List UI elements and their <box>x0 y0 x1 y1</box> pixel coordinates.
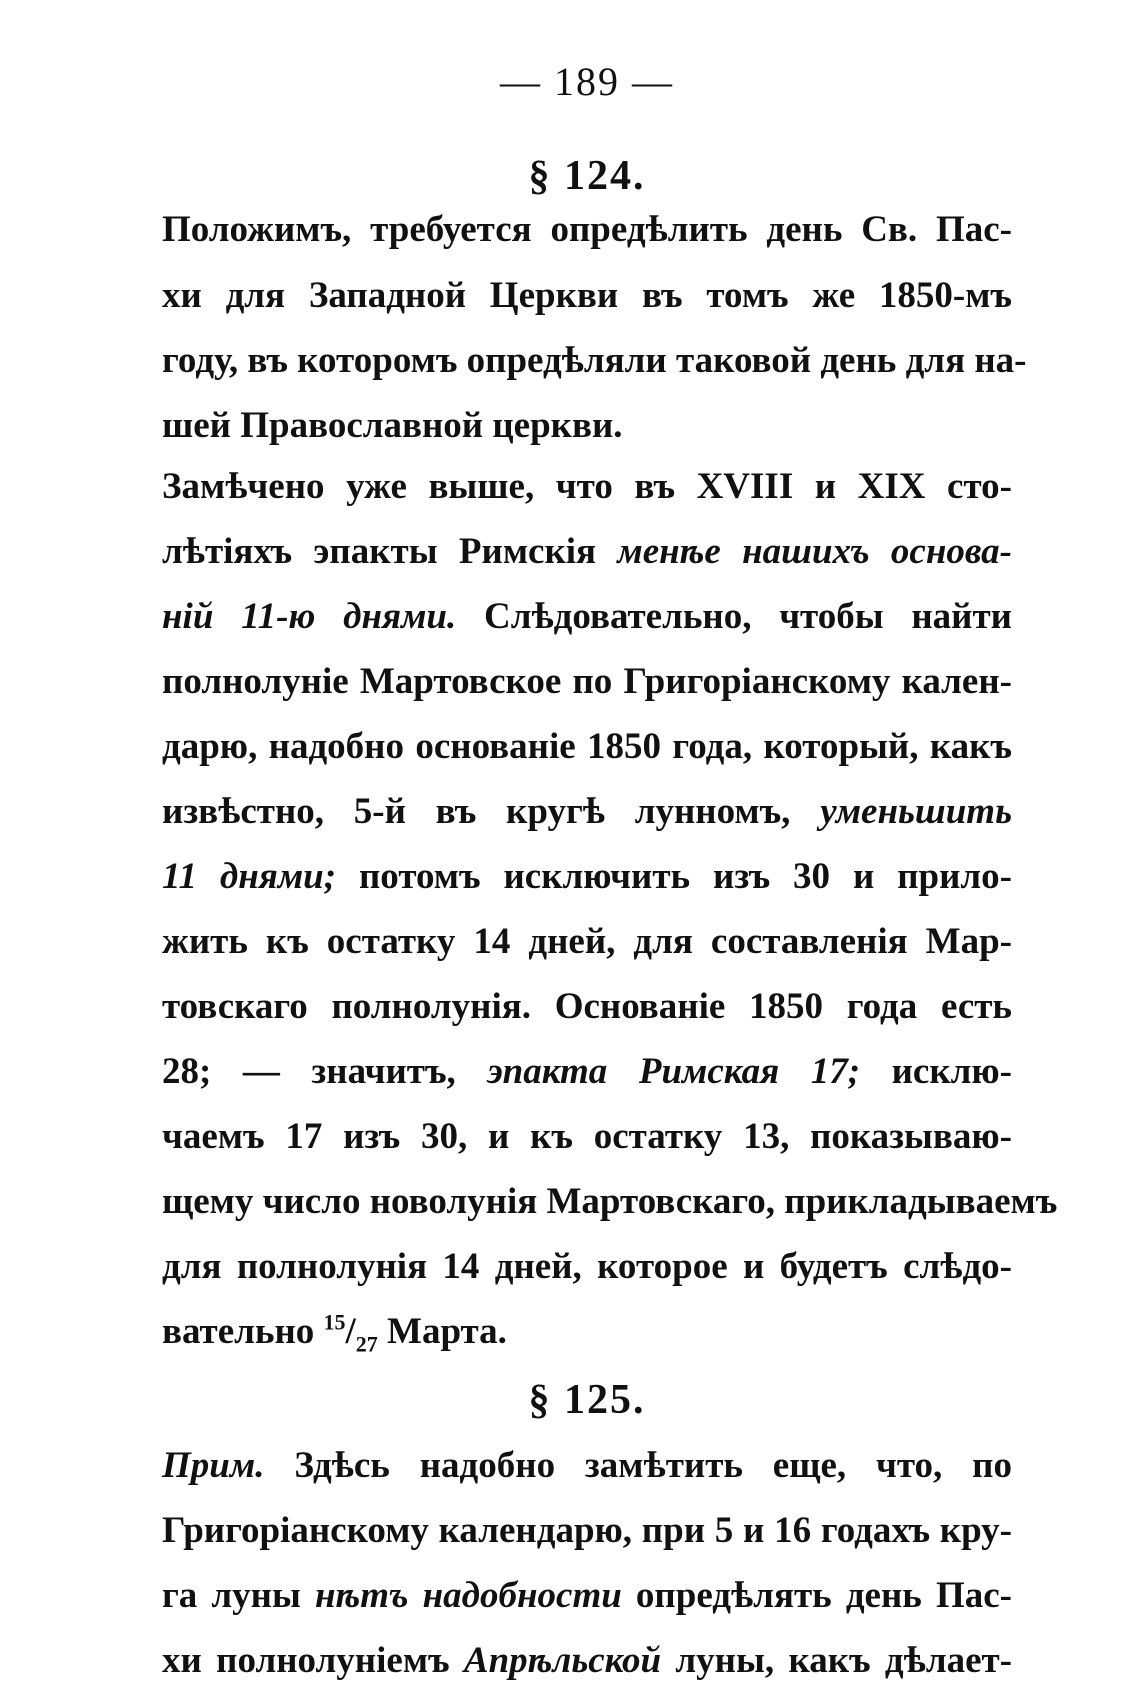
text-segment: Положимъ, требуется опредѣлить день Св. Пас- <box>162 209 1012 250</box>
text-line <box>162 779 1012 845</box>
text-segment: / <box>345 1311 356 1352</box>
text-segment: хи полнолуніемъ <box>162 1640 464 1681</box>
text-line <box>162 844 1012 910</box>
text-segment: вательно <box>162 1311 324 1352</box>
text-line <box>162 909 1012 975</box>
text-line <box>162 519 1012 585</box>
text-line <box>162 1628 1012 1694</box>
text-segment: Слѣдовательно, чтобы найти <box>456 596 1012 637</box>
text-line <box>162 393 1012 459</box>
section-heading-125: § 125. <box>528 1377 646 1423</box>
text-segment: товскаго полнолунія. Основаніе 1850 года есть <box>162 986 1012 1027</box>
text-line <box>162 1433 1012 1499</box>
text-line <box>162 1104 1012 1170</box>
text-segment: чаемъ 17 изъ 30, и къ остатку 13, показываю- <box>162 1116 1012 1157</box>
text-line <box>162 328 1027 394</box>
text-line <box>162 197 1012 263</box>
section-heading-124: § 124. <box>528 153 646 199</box>
italic-text: Прим. <box>162 1445 265 1486</box>
text-line <box>162 1169 1058 1235</box>
text-line <box>162 454 1012 520</box>
text-line <box>162 1498 1012 1564</box>
italic-text: Апрѣльской <box>463 1640 662 1681</box>
text-segment: шей Православной церкви. <box>162 405 623 446</box>
text-segment: 15 <box>323 1309 346 1335</box>
text-line <box>162 649 1012 715</box>
text-line <box>162 1299 1012 1365</box>
text-line <box>162 1039 1012 1105</box>
text-segment: Марта. <box>377 1311 507 1352</box>
text-segment: полнолуніе Мартовское по Григоріанскому кален- <box>162 661 1012 702</box>
text-segment: дарю, надобно основаніе 1850 года, который, какъ <box>162 726 1012 767</box>
text-segment: Григоріанскому календарю, при 5 и 16 годахъ кру- <box>162 1510 1012 1551</box>
page-number: — 189 — <box>500 59 674 104</box>
text-segment: опредѣлять день Пас- <box>621 1575 1012 1616</box>
text-segment: луны, какъ дѣлает- <box>661 1640 1012 1681</box>
text-line <box>162 584 1012 650</box>
text-segment: щему число новолунія Мартовскаго, прикладываемъ <box>162 1181 1058 1222</box>
text-line <box>162 714 1012 780</box>
text-segment: 28; — значитъ, <box>162 1051 488 1092</box>
text-segment: для полнолунія 14 дней, которое и будетъ слѣдо- <box>162 1246 1012 1287</box>
italic-text: нѣтъ надобности <box>315 1575 622 1616</box>
text-segment: потомъ исключить изъ 30 и прило- <box>336 856 1012 897</box>
text-segment: хи для Западной Церкви въ томъ же 1850-мъ <box>162 275 1012 316</box>
text-segment: году, въ которомъ опредѣляли таковой день для на- <box>162 340 1027 381</box>
text-line <box>162 263 1012 329</box>
text-line <box>162 1563 1012 1629</box>
italic-text: 11 днями; <box>162 856 337 897</box>
text-segment: Здѣсь надобно замѣтить еще, что, по <box>264 1445 1012 1486</box>
text-segment: 27 <box>355 1331 378 1357</box>
italic-text: менѣе нашихъ основа- <box>617 531 1012 572</box>
italic-text: ній 11-ю днями. <box>162 596 457 637</box>
text-line <box>162 974 1012 1040</box>
text-segment: Замѣчено уже выше, что въ XVIII и XIX сто- <box>162 466 1012 507</box>
text-segment: исклю- <box>860 1051 1012 1092</box>
italic-text: эпакта Римская 17; <box>487 1051 861 1092</box>
text-segment: га луны <box>162 1575 316 1616</box>
italic-text: уменьшить <box>820 791 1012 832</box>
text-segment: жить къ остатку 14 дней, для составленія Мар- <box>162 921 1012 962</box>
text-segment: лѣтіяхъ эпакты Римскія <box>162 531 618 572</box>
text-segment: извѣстно, 5-й въ кругѣ лунномъ, <box>162 791 821 832</box>
text-line <box>162 1234 1012 1300</box>
